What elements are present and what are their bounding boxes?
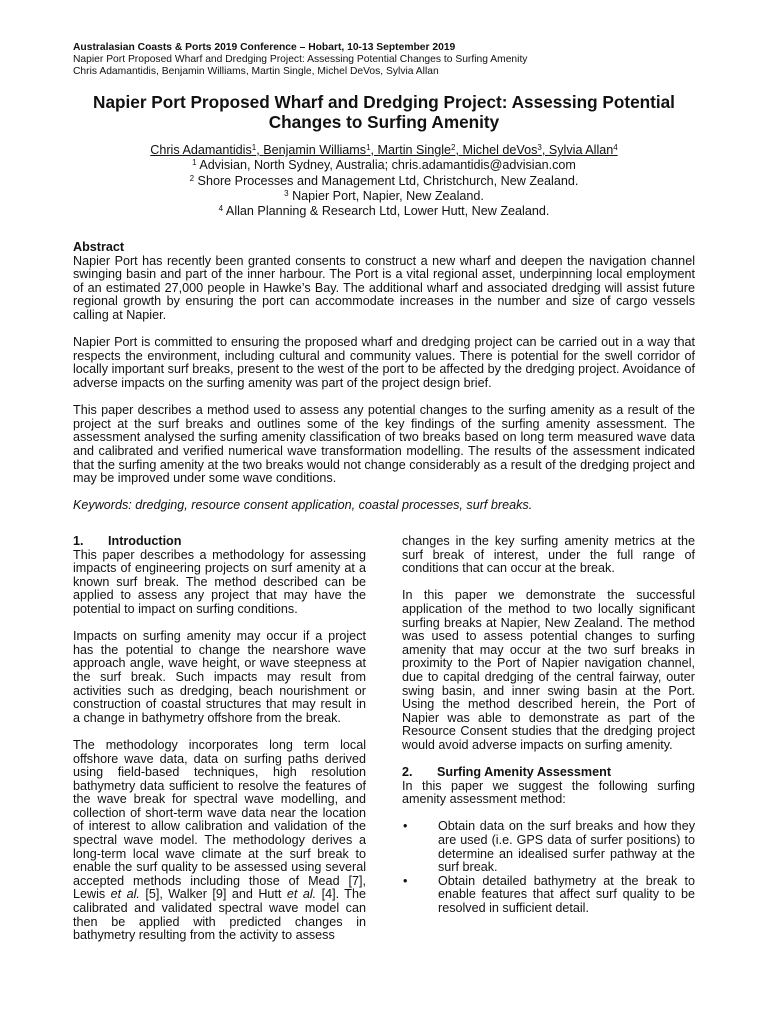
author-3-affil: 2	[451, 143, 456, 152]
author-1: Chris Adamantidis	[150, 143, 252, 157]
affiliation-1	[60, 158, 708, 173]
abstract-paragraph-3: This paper describes a method used to assess any potential changes to the surfing amenity as a result of the project at the surf breaks and outlines some of the key findings of the surfing amenity assessment. The assessment analysed the surfing amenity classification of two breaks based on long term measured wave data and calibrated and verified numerical wave transformation modelling. The results of the assessment indicated that the surfing amenity at the two breaks would not change considerably as a result of the dredging project and may be improved under some wave conditions.	[73, 403, 695, 486]
affil-3-text: Napier Port, Napier, New Zealand.	[288, 188, 484, 203]
author-5-affil: 4	[613, 143, 618, 152]
intro-p3-part-c: [4]. The calibrated and validated spectral wave model can then be applied with predicted changes in bathymetry resulting from the activity to assess	[73, 887, 366, 943]
section-1-title: Introduction	[108, 534, 182, 548]
author-4-affil: 3	[537, 143, 542, 152]
affiliation-2	[60, 174, 708, 189]
abstract-section	[73, 241, 695, 526]
author-5: Sylvia Allan	[548, 143, 614, 157]
affil-2-num: 2	[189, 173, 195, 183]
author-sep: ,	[455, 143, 463, 157]
intro-p3-part-b: [5], Walker [9] and Hutt	[139, 887, 287, 902]
affil-3-num: 3	[284, 188, 289, 198]
section-2-paragraph-1: In this paper we suggest the following surfing amenity assessment method:	[402, 778, 695, 807]
list-item	[402, 820, 695, 874]
section-1-heading	[73, 535, 366, 549]
affil-1-num: 1	[192, 158, 197, 168]
method-bullet-list	[402, 820, 695, 915]
et-al-2: et al.	[286, 887, 317, 902]
bullet-icon: •	[403, 873, 408, 888]
author-sep: ,	[256, 143, 264, 157]
bullet-icon: •	[403, 819, 408, 834]
section-2-number: 2.	[402, 765, 413, 780]
abstract-paragraph-2: Napier Port is committed to ensuring the proposed wharf and dredging project can be carried out in a way that respects the environment, including cultural and community values. There is potential for the swell corridor of locally important surf breaks, present to the west of the port to be affected by the dredging project. Avoidance of adverse impacts on the surfing amenity was part of the project design brief.	[73, 335, 695, 390]
intro-p3-part-a: The methodology incorporates long term local offshore wave data, data on surfing paths derived using field-based techniques, high resolution bathymetry data sufficient to resolve the features of the wave break for spectral wave modelling, and collection of short-term wave data near the location of interest to allow calibration and validation of the spectral wave model. The methodology derives a long-term local wave climate at the surf break to enable the surf quality to be assessed using several accepted methods including those of Mead [7], Lewis	[73, 737, 366, 902]
author-names	[60, 143, 708, 158]
title-line-1: Napier Port Proposed Wharf and Dredging Project: Assessing Potential	[93, 92, 675, 112]
author-3: Martin Single	[377, 143, 452, 157]
author-block	[60, 143, 708, 219]
affil-4-text: Allan Planning & Research Ltd, Lower Hutt, New Zealand.	[223, 204, 550, 219]
affil-1-text: Advisian, North Sydney, Australia; chris.adamantidis@advisian.com	[196, 158, 576, 173]
author-sep: ,	[370, 143, 378, 157]
bullet-text-1: Obtain data on the surf breaks and how they are used (i.e. GPS data of surfer positions) to determine an idealised surfer pathway at the surf break.	[438, 819, 695, 875]
bullet-text-2: Obtain detailed bathymetry at the break to enable features that affect surf quality to be resolved in sufficient detail.	[438, 873, 695, 916]
author-2-affil: 1	[366, 143, 371, 152]
paper-title	[60, 92, 708, 132]
intro-paragraph-2: Impacts on surfing amenity may occur if a project has the potential to change the nearshore wave approach angle, wave height, or wave steepness at the surf break. Such impacts may result from activities such as dredging, beach nourishment or construction of coastal structures that may result in a change in bathymetry offshore from the break.	[73, 629, 366, 725]
abstract-heading: Abstract	[73, 240, 125, 254]
author-4: Michel deVos	[462, 143, 538, 157]
list-item	[402, 875, 695, 916]
affiliation-3	[60, 189, 708, 204]
right-paragraph-1: changes in the key surfing amenity metrics at the surf break of interest, under the full range of conditions that can occur at the break.	[402, 534, 695, 576]
section-1-number: 1.	[73, 534, 84, 548]
conference-line: Australasian Coasts & Ports 2019 Conference – Hobart, 10-13 September 2019	[73, 42, 456, 53]
left-column	[73, 535, 366, 956]
header-authors: Chris Adamantidis, Benjamin Williams, Martin Single, Michel DeVos, Sylvia Allan	[73, 66, 439, 77]
et-al-1: et al.	[110, 887, 140, 902]
header-paper-title: Napier Port Proposed Wharf and Dredging Project: Assessing Potential Changes to Surfing Amenity	[73, 54, 528, 65]
author-sep: ,	[541, 143, 549, 157]
affil-4-num: 4	[218, 204, 224, 214]
section-2-heading	[402, 766, 695, 780]
author-1-affil: 1	[251, 143, 257, 152]
author-2: Benjamin Williams	[263, 143, 367, 157]
keywords: Keywords: dredging, resource consent application, coastal processes, surf breaks.	[73, 498, 533, 513]
section-2-title: Surfing Amenity Assessment	[437, 765, 612, 780]
affil-2-text: Shore Processes and Management Ltd, Christchurch, New Zealand.	[194, 173, 579, 188]
intro-paragraph-3	[73, 739, 366, 943]
affiliation-4	[60, 204, 708, 219]
running-header	[73, 42, 713, 78]
right-paragraph-2: In this paper we demonstrate the successful application of the method to two locally significant surfing breaks at Napier, New Zealand. The method was used to assess potential changes to surfing amenity that may occur at the two surf breaks in proximity to the Port of Napier navigation channel, due to capital dredging of the central fairway, outer swing basin, and inner swing basin at the Port. Using the method described herein, the Port of Napier was able to demonstrate as part of the Resource Consent studies that the dredging project would avoid adverse impacts on surfing amenity.	[402, 588, 695, 752]
right-column	[402, 535, 695, 916]
abstract-paragraph-1: Napier Port has recently been granted consents to construct a new wharf and deepen the navigation channel swinging basin and part of the inner harbour. The Port is a vital regional asset, underpinning local employment of an estimated 27,000 people in Hawke’s Bay. The additional wharf and associated dredging will assist future regional growth by ensuring the port can accommodate increases in the number and size of cargo vessels calling at Napier.	[73, 253, 695, 322]
intro-paragraph-1: This paper describes a methodology for assessing impacts of engineering projects on surf amenity at a known surf break. The method described can be applied to assess any project that may have the potential to impact on surfing conditions.	[73, 547, 366, 616]
title-line-2: Changes to Surfing Amenity	[268, 112, 500, 132]
